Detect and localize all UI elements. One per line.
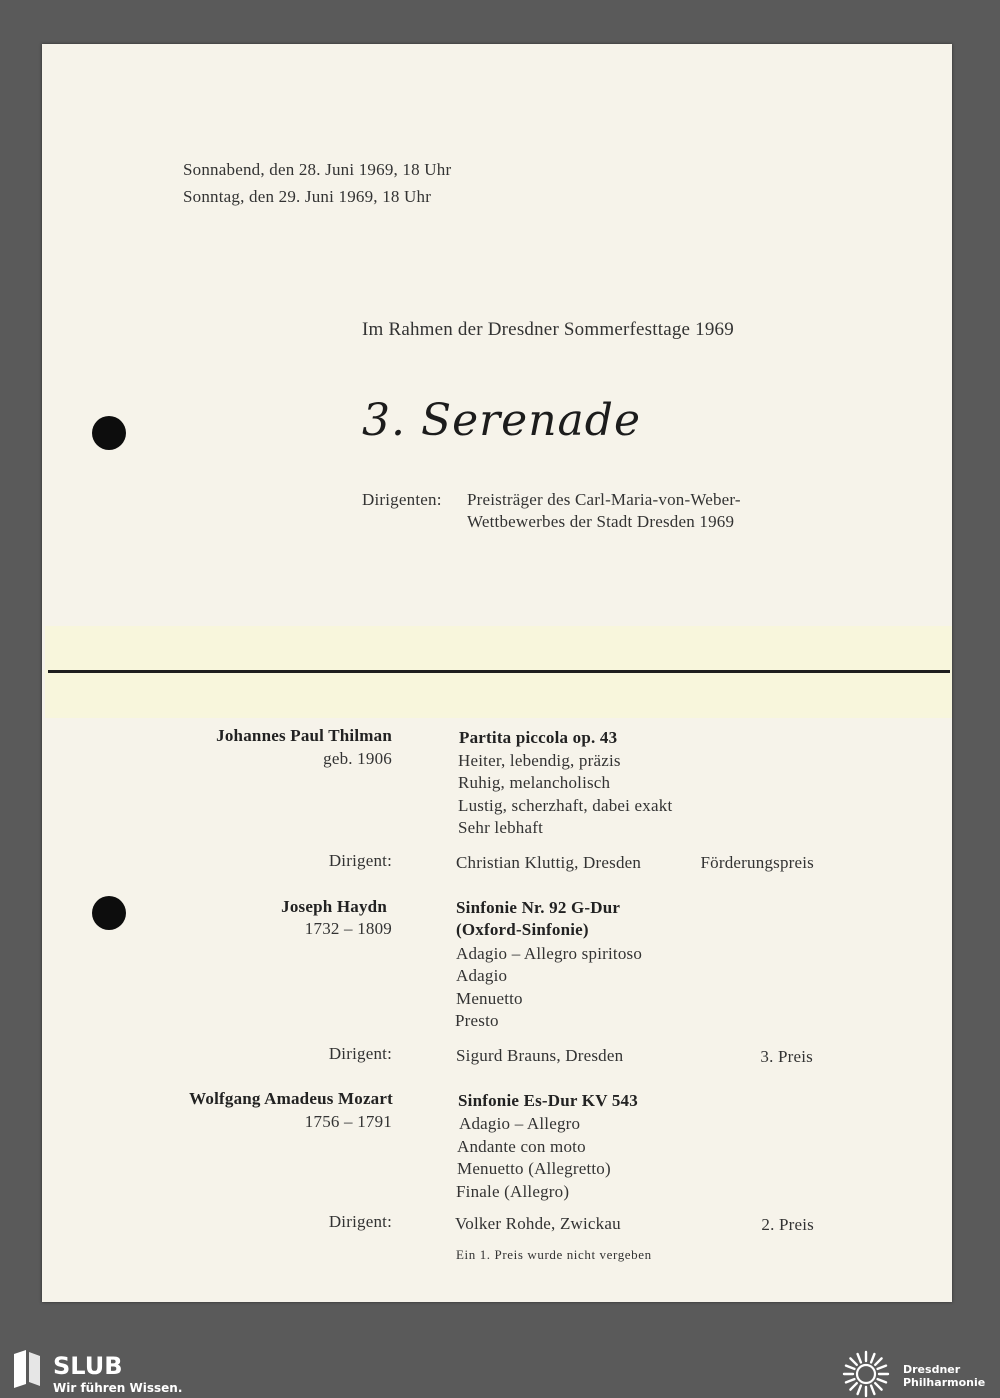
conductor-name: Sigurd Brauns, Dresden	[456, 1046, 624, 1065]
movement: Heiter, lebendig, präzis	[458, 751, 621, 770]
conductor-label: Dirigent:	[328, 851, 392, 870]
conductors-label: Dirigenten:	[362, 490, 442, 509]
prize-label: 2. Preis	[761, 1215, 814, 1234]
movement: Finale (Allegro)	[456, 1182, 570, 1201]
movement: Menuetto	[456, 989, 523, 1008]
movement: Presto	[455, 1011, 499, 1030]
punch-hole-upper	[92, 416, 126, 450]
event-context: Im Rahmen der Dresdner Sommerfesttage 1969	[362, 319, 734, 340]
philharmonie-logo-icon	[840, 1349, 892, 1398]
conductors-line-2: Wettbewerbes der Stadt Dresden 1969	[467, 512, 735, 531]
movement: Adagio – Allegro	[459, 1114, 581, 1133]
movement: Andante con moto	[457, 1137, 586, 1156]
movement: Ruhig, melancholisch	[458, 773, 611, 792]
conductor-name: Christian Kluttig, Dresden	[456, 853, 642, 872]
library-tagline: Wir führen Wissen.	[53, 1381, 183, 1395]
movement: Adagio – Allegro spiritoso	[456, 944, 643, 963]
conductor-label: Dirigent:	[328, 1044, 392, 1063]
movement: Adagio	[456, 966, 508, 985]
partner-name-line-1: Dresdner	[903, 1363, 961, 1376]
page-title: 3. Serenade	[362, 395, 641, 446]
prize-label: Förderungspreis	[700, 853, 814, 872]
conductor-label: Dirigent:	[328, 1212, 392, 1231]
composer-dates: geb. 1906	[323, 749, 392, 768]
movement: Lustig, scherzhaft, dabei exakt	[458, 796, 673, 815]
date-line-1: Sonnabend, den 28. Juni 1969, 18 Uhr	[183, 160, 452, 179]
library-name[interactable]: SLUB	[53, 1352, 123, 1380]
work-title: Partita piccola op. 43	[459, 728, 618, 747]
work-title: Sinfonie Nr. 92 G-Dur	[456, 898, 621, 917]
conductor-name: Volker Rohde, Zwickau	[455, 1214, 621, 1233]
conductors-line-1: Preisträger des Carl-Maria-von-Weber-	[467, 490, 741, 509]
partner-name[interactable]	[903, 1363, 985, 1389]
work-subtitle: (Oxford-Sinfonie)	[456, 920, 589, 939]
composer-dates: 1756 – 1791	[304, 1112, 392, 1131]
work-title: Sinfonie Es-Dur KV 543	[458, 1091, 638, 1110]
composer-name: Wolfgang Amadeus Mozart	[189, 1089, 393, 1108]
movement: Menuetto (Allegretto)	[457, 1159, 611, 1178]
composer-name: Johannes Paul Thilman	[216, 726, 392, 745]
movement: Sehr lebhaft	[458, 818, 544, 837]
fold-line	[48, 670, 950, 673]
partner-name-line-2: Philharmonie	[903, 1376, 986, 1389]
punch-hole-lower	[92, 896, 126, 930]
date-line-2: Sonntag, den 29. Juni 1969, 18 Uhr	[183, 187, 432, 206]
composer-name: Joseph Haydn	[281, 897, 387, 916]
composer-dates: 1732 – 1809	[304, 919, 392, 938]
prize-label: 3. Preis	[760, 1047, 813, 1066]
footnote: Ein 1. Preis wurde nicht vergeben	[456, 1247, 652, 1262]
slub-logo-icon	[12, 1350, 42, 1388]
